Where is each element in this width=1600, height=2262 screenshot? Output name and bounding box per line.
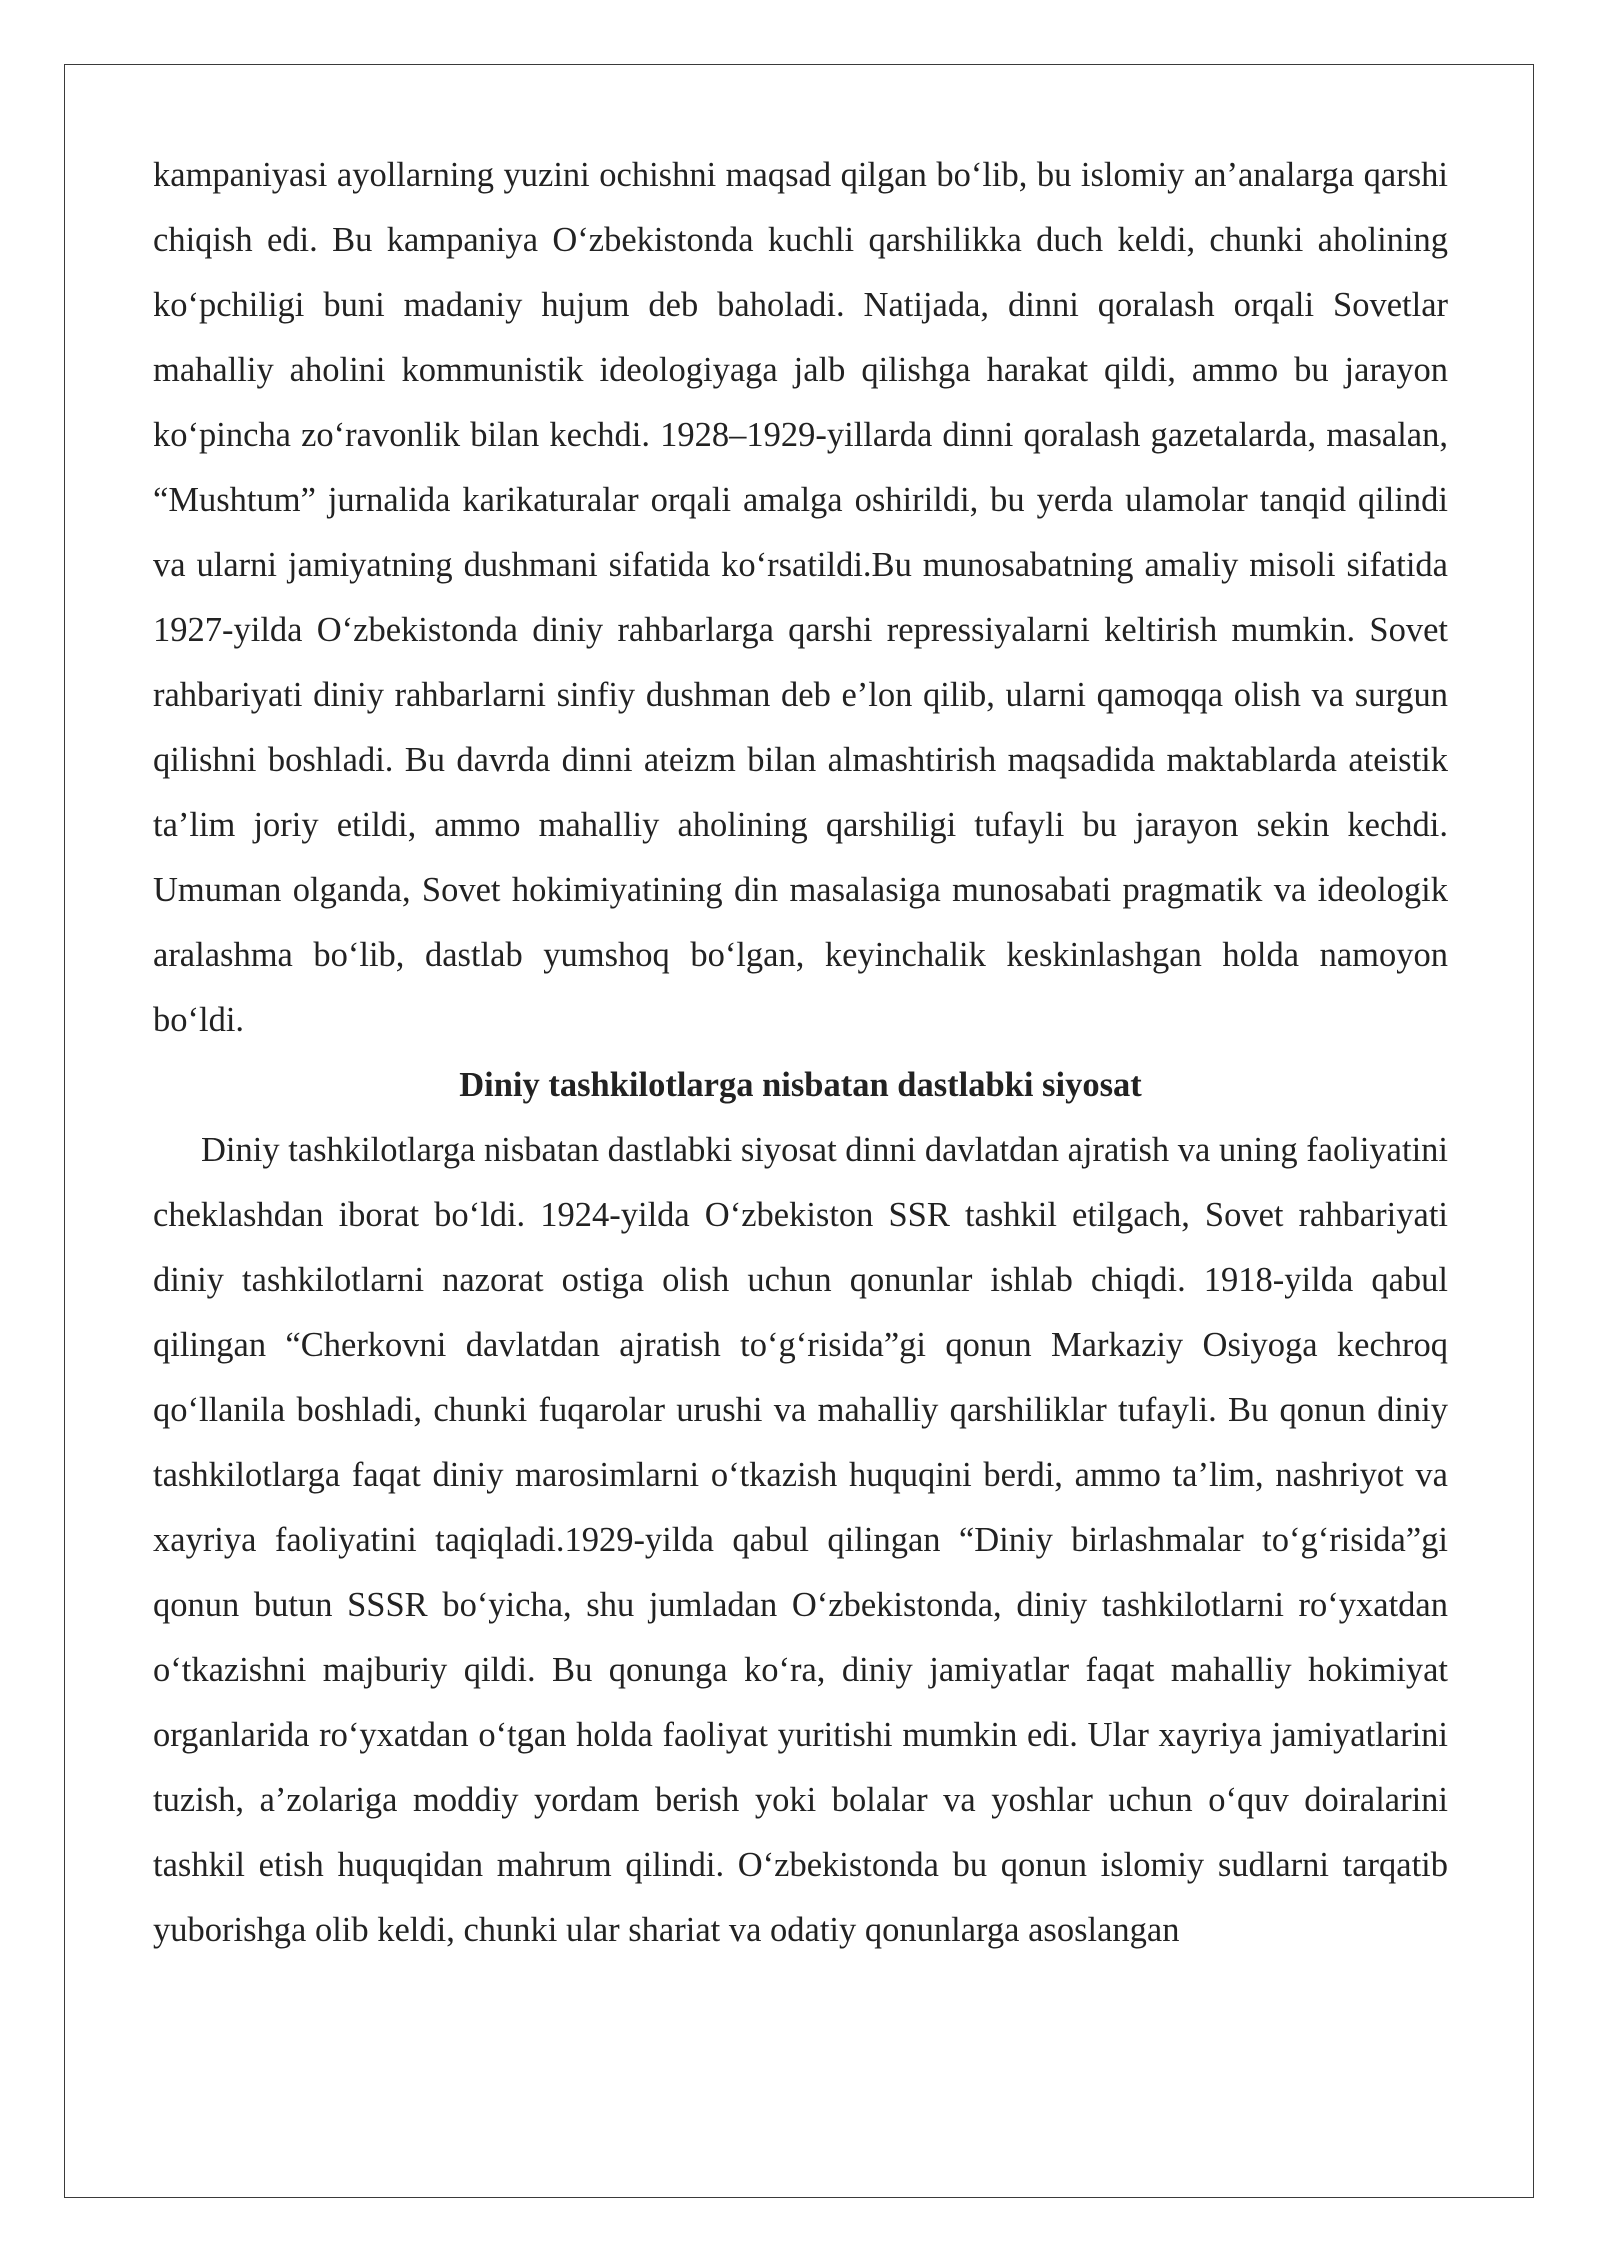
section-heading: Diniy tashkilotlarga nisbatan dastlabki siyosat [459, 1066, 1142, 1104]
body-paragraph-2: Diniy tashkilotlarga nisbatan dastlabki siyosat dinni davlatdan ajratish va uning faoliyatini cheklashdan iborat bo‘ldi. 1924-yilda O‘zbekiston SSR tashkil etilgach, Sovet rahbariyati diniy tashkilotlarni nazorat ostiga olish uchun qonunlar ishlab chiqdi. 1918-yilda qabul qilingan “Cherkovni davlatdan ajratish to‘g‘risida”gi qonun Markaziy Osiyoga kechroq qo‘llanila boshladi, chunki fuqarolar urushi va mahalliy qarshiliklar tufayli. Bu qonun diniy tashkilotlarga faqat diniy marosimlarni o‘tkazish huquqini berdi, ammo ta’lim, nashriyot va xayriya faoliyatini taqiqladi.1929-yilda qabul qilingan “Diniy birlashmalar to‘g‘risida”gi qonun butun SSSR bo‘yicha, shu jumladan O‘zbekistonda, diniy tashkilotlarni ro‘yxatdan o‘tkazishni majburiy qildi. Bu qonunga ko‘ra, diniy jamiyatlar faqat mahalliy hokimiyat organlarida ro‘yxatdan o‘tgan holda faoliyat yuritishi mumkin edi. Ular xayriya jamiyatlarini tuzish, a’zolariga moddiy yordam berish yoki bolalar va yoshlar uchun o‘quv doiralarini tashkil etish huquqidan mahrum qilindi. O‘zbekistonda bu qonun islomiy sudlarni tarqatib yuborishga olib keldi, chunki ular shariat va odatiy qonunlarga asoslangan [153, 1131, 1448, 1949]
document-body [153, 143, 1448, 1963]
body-paragraph-1: kampaniyasi ayollarning yuzini ochishni maqsad qilgan bo‘lib, bu islomiy an’analarga qarshi chiqish edi. Bu kampaniya O‘zbekistonda kuchli qarshilikka duch keldi, chunki aholining ko‘pchiligi buni madaniy hujum deb baholadi. Natijada, dinni qoralash orqali Sovetlar mahalliy aholini kommunistik ideologiyaga jalb qilishga harakat qildi, ammo bu jarayon ko‘pincha zo‘ravonlik bilan kechdi. 1928–1929-yillarda dinni qoralash gazetalarda, masalan, “Mushtum” jurnalida karikaturalar orqali amalga oshirildi, bu yerda ulamolar tanqid qilindi va ularni jamiyatning dushmani sifatida ko‘rsatildi.Bu munosabatning amaliy misoli sifatida 1927-yilda O‘zbekistonda diniy rahbarlarga qarshi repressiyalarni keltirish mumkin. Sovet rahbariyati diniy rahbarlarni sinfiy dushman deb e’lon qilib, ularni qamoqqa olish va surgun qilishni boshladi. Bu davrda dinni ateizm bilan almashtirish maqsadida maktablarda ateistik ta’lim joriy etildi, ammo mahalliy aholining qarshiligi tufayli bu jarayon sekin kechdi. Umuman olganda, Sovet hokimiyatining din masalasiga munosabati pragmatik va ideologik aralashma bo‘lib, dastlab yumshoq bo‘lgan, keyinchalik keskinlashgan holda namoyon bo‘ldi. [153, 156, 1448, 1039]
